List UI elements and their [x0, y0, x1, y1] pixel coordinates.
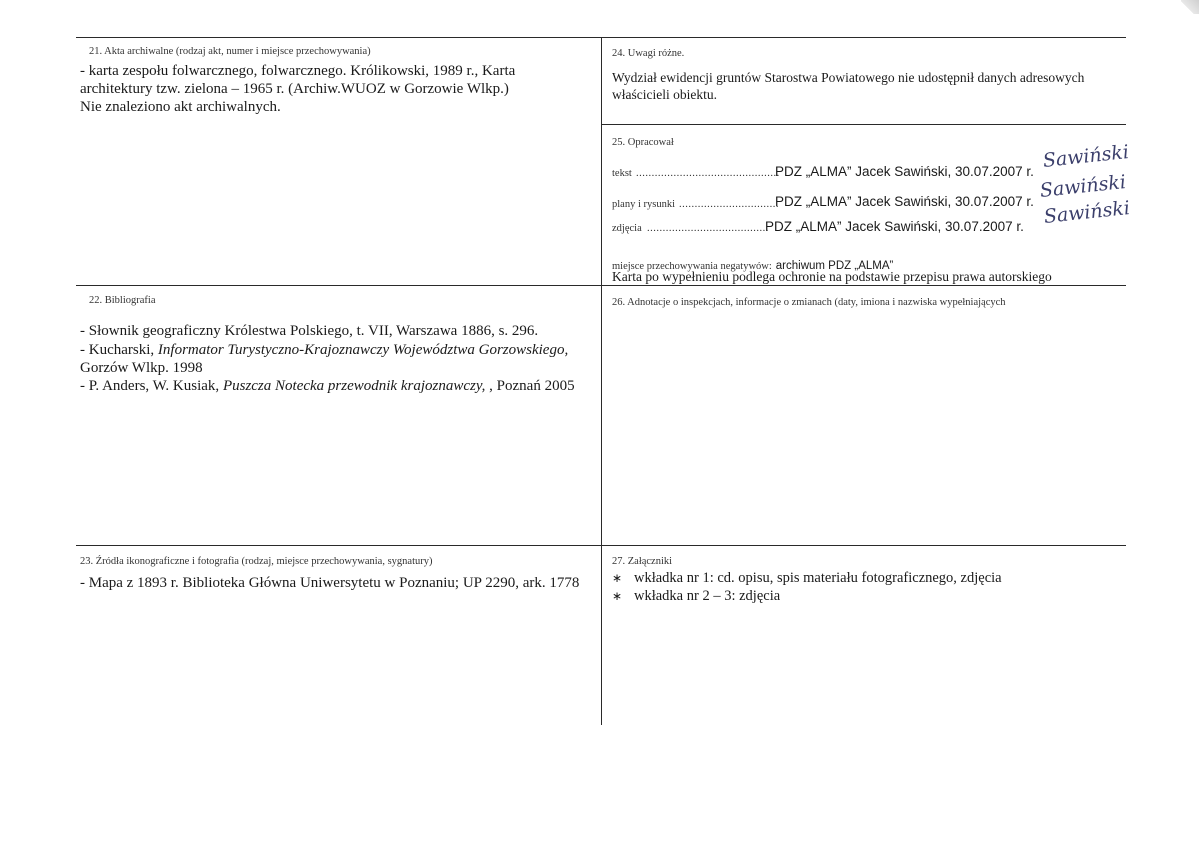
text-line: - karta zespołu folwarcznego, folwarcznego. Królikowski, 1989 r., Karta	[80, 63, 516, 79]
signature: Sawiński	[1041, 141, 1130, 172]
copyright-note: Karta po wypełnieniu podlega ochronie na podstawie przepisu prawa autorskiego	[612, 269, 1052, 284]
item-text: wkładka nr 1: cd. opisu, spis materiału fotograficznego, zdjęcia	[634, 570, 1002, 586]
section-label: 22. Bibliografia	[89, 295, 156, 306]
row-value: PDZ „ALMA” Jacek Sawiński, 30.07.2007 r.	[765, 219, 1024, 234]
rule-row3	[76, 545, 1126, 546]
text-line: właścicieli obiektu.	[612, 87, 717, 102]
bib-text: - Kucharski,	[80, 342, 158, 358]
section-label: 26. Adnotacje o inspekcjach, informacje o zmianach (daty, imiona i nazwiska wypełniających	[612, 297, 1006, 308]
signature: Sawiński	[1042, 197, 1131, 228]
section-label: 25. Opracował	[612, 137, 674, 148]
row-label: tekst	[612, 168, 632, 179]
rule-row2	[76, 285, 1126, 286]
row-label: zdjęcia	[612, 223, 642, 234]
row-value: PDZ „ALMA” Jacek Sawiński, 30.07.2007 r.	[775, 194, 1034, 209]
storage-value: archiwum PDZ „ALMA”	[775, 260, 894, 272]
section-label: 21. Akta archiwalne (rodzaj akt, numer i miejsce przechowywania)	[89, 46, 371, 57]
bibliography-item	[80, 377, 575, 395]
bib-text: , Poznań 2005	[485, 378, 575, 394]
section-label: 27. Załączniki	[612, 556, 673, 567]
bib-text: - Słownik geograficzny Królestwa Polskiego, t. VII, Warszawa 1886, s. 296.	[80, 323, 539, 339]
page-corner-fold	[1181, 0, 1199, 14]
bib-title: Puszcza Notecka przewodnik krajoznawczy,	[222, 378, 486, 394]
bullet-asterisk-icon: ∗	[612, 571, 623, 585]
bibliography-item	[80, 359, 203, 377]
bibliography-item	[80, 322, 538, 340]
row-dots: .......................................	[647, 223, 769, 234]
item-text: wkładka nr 2 – 3: zdjęcia	[634, 588, 781, 604]
bullet-asterisk-icon: ∗	[612, 589, 623, 603]
list-item	[612, 570, 1002, 587]
bib-text: Gorzów Wlkp. 1998	[80, 360, 203, 376]
text-line: Nie znaleziono akt archiwalnych.	[80, 99, 281, 115]
bib-text: - P. Anders, W. Kusiak,	[80, 378, 223, 394]
row-dots: ..............................................	[636, 168, 780, 179]
signature: Sawiński	[1038, 171, 1127, 202]
rule-sec24-bottom	[601, 124, 1126, 125]
bib-title: Informator Turystyczno-Krajoznawczy Województwa Gorzowskiego,	[157, 342, 569, 358]
row-dots: ................................	[679, 199, 779, 210]
bibliography-item	[80, 341, 568, 359]
section-label: 24. Uwagi różne.	[612, 48, 685, 59]
storage-label: miejsce przechowywania negatywów:	[612, 261, 772, 272]
row-value: PDZ „ALMA” Jacek Sawiński, 30.07.2007 r.	[775, 164, 1034, 179]
row-label: plany i rysunki	[612, 199, 675, 210]
list-item	[612, 588, 780, 605]
section-label: 23. Źródła ikonograficzne i fotografia (rodzaj, miejsce przechowywania, sygnatury)	[80, 556, 433, 567]
rule-vertical-divider	[601, 37, 602, 725]
text-line: Wydział ewidencji gruntów Starostwa Powiatowego nie udostępnił danych adresowych	[612, 70, 1085, 85]
text-line: - Mapa z 1893 r. Biblioteka Główna Uniwersytetu w Poznaniu; UP 2290, ark. 1778	[80, 575, 580, 591]
text-line: architektury tzw. zielona – 1965 r. (Archiw.WUOZ w Gorzowie Wlkp.)	[80, 81, 509, 97]
